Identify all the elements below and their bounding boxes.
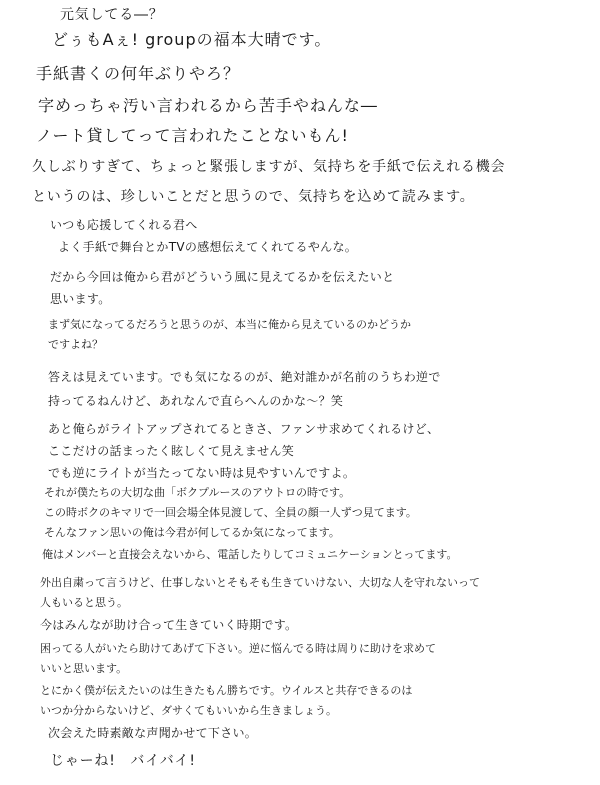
letter-line: 手紙書くの何年ぶりやろ？ [36, 64, 241, 83]
letter-line: そんなファン思いの俺は今君が何してるか気になってます。 [44, 526, 340, 539]
letter-line: ここだけの話まったく眩しくて見えません笑 [48, 444, 295, 458]
letter-line: でも逆にライトが当たってない時は見やすいんですよ。 [48, 466, 356, 480]
letter-line: とにかく僕が伝えたいのは生きたもん勝ちです。ウイルスと共存できるのは [40, 684, 413, 697]
letter-line: 次会えた時素敵な声聞かせて下さい。 [48, 726, 258, 740]
letter-line: いいと思います。 [40, 662, 128, 675]
letter-line: 字めっちゃ汚い言われるから苦手やねんな― [38, 96, 378, 115]
letter-line: 元気してる―？ [60, 7, 164, 23]
letter-line: だから今回は俺から君がどういう風に見えてるかを伝えたいと [50, 270, 395, 284]
letter-line: 困ってる人がいたら助けてあげて下さい。逆に悩んでる時は周りに助けを求めて [40, 642, 436, 655]
letter-line: 俺はメンバーと直接会えないから、電話したりしてコミュニケーションとってます。 [42, 548, 458, 561]
letter-line: まず気になってるだろうと思うのが、本当に俺から見えているのかどうか [48, 318, 411, 331]
letter-line: 持ってるねんけど、あれなんで直らへんのかな～？笑 [48, 394, 344, 408]
letter-line: 外出自粛って言うけど、仕事しないとそもそも生きていけない、大切な人を守れないって [40, 576, 480, 589]
letter-line: 久しぶりすぎて、ちょっと緊張しますが、気持ちを手紙で伝えれる機会 [32, 159, 506, 175]
letter-line: というのは、珍しいことだと思うので、気持ちを込めて読みます。 [32, 189, 475, 205]
letter-line: 答えは見えています。でも気になるのが、絶対誰かが名前のうちわ逆で [48, 370, 441, 384]
letter-line: ですよね？ [48, 338, 103, 351]
letter-line: どぅもAぇ! groupの福本大晴です。 [52, 30, 332, 49]
letter-line: じゃーね! バイバイ! [50, 753, 196, 769]
letter-line: あと俺らがライトアップされてるときさ、ファンサ求めてくれるけど、 [48, 422, 440, 436]
letter-line: 思います。 [50, 292, 111, 306]
letter-line: ノート貸してって言われたことないもん! [36, 126, 349, 145]
letter-line: それが僕たちの大切な曲「ボクプルースのアウトロの時です。 [44, 486, 351, 499]
letter-line: 人もいると思う。 [40, 596, 128, 609]
letter-line: この時ボクのキマリで一回会場全体見渡して、全員の顔一人ずつ見てます。 [44, 506, 417, 519]
letter-line: いつも応援してくれる君へ [50, 218, 198, 232]
letter-line: 今はみんなが助け合って生きていく時期です。 [40, 618, 298, 632]
letter-line: よく手紙で舞台とかTVの感想伝えてくれてるやんな。 [58, 240, 358, 254]
letter-line: いつか分からないけど、ダサくてもいいから生きましょう。 [40, 704, 337, 717]
